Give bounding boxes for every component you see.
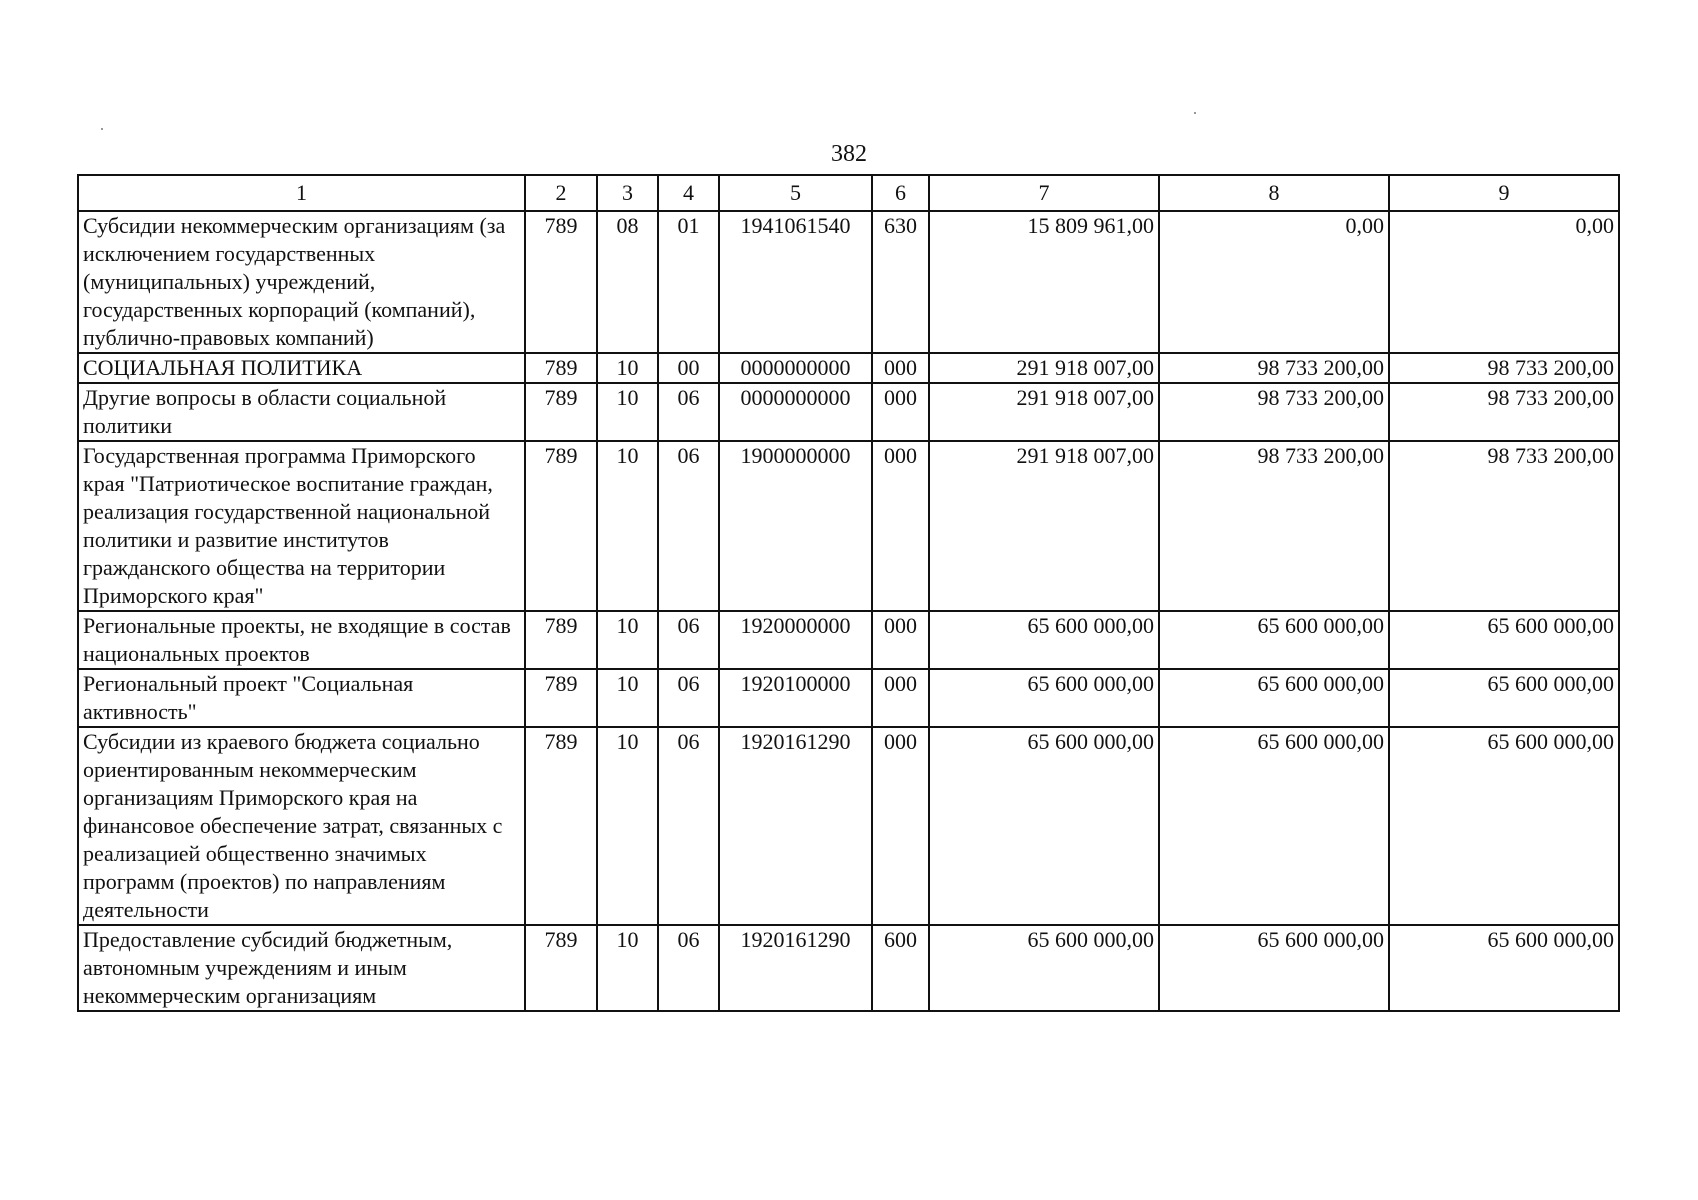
table-row	[78, 383, 1619, 441]
row-code: 000	[872, 669, 929, 727]
row-name: Субсидии из краевого бюджета социально ориентированным некоммерческим организациям Приморского края на финансовое обеспечение затрат, связанных с реализацией общественно значимых программ (проектов) по направлениям деятельности	[78, 727, 525, 925]
scan-speck	[1194, 112, 1196, 114]
row-amount: 65 600 000,00	[1389, 727, 1619, 925]
row-code: 10	[597, 611, 658, 669]
row-code: 600	[872, 925, 929, 1011]
row-code: 789	[525, 353, 597, 383]
row-amount: 98 733 200,00	[1389, 383, 1619, 441]
table-row	[78, 727, 1619, 925]
table-row	[78, 353, 1619, 383]
column-header: 4	[658, 175, 719, 211]
row-name: СОЦИАЛЬНАЯ ПОЛИТИКА	[78, 353, 525, 383]
table-row	[78, 441, 1619, 611]
row-name: Региональные проекты, не входящие в состав национальных проектов	[78, 611, 525, 669]
column-header: 6	[872, 175, 929, 211]
row-amount: 65 600 000,00	[929, 925, 1159, 1011]
row-amount: 65 600 000,00	[929, 669, 1159, 727]
row-amount: 291 918 007,00	[929, 441, 1159, 611]
row-amount: 65 600 000,00	[1159, 727, 1389, 925]
row-amount: 65 600 000,00	[929, 611, 1159, 669]
row-code: 10	[597, 669, 658, 727]
row-name: Субсидии некоммерческим организациям (за исключением государственных (муниципальных) учреждений, государственных корпораций (компаний), публично-правовых компаний)	[78, 211, 525, 353]
table-row	[78, 211, 1619, 353]
row-amount: 291 918 007,00	[929, 353, 1159, 383]
row-amount: 65 600 000,00	[1389, 925, 1619, 1011]
row-amount: 98 733 200,00	[1389, 353, 1619, 383]
row-amount: 15 809 961,00	[929, 211, 1159, 353]
row-amount: 65 600 000,00	[1389, 669, 1619, 727]
row-amount: 291 918 007,00	[929, 383, 1159, 441]
row-amount: 0,00	[1389, 211, 1619, 353]
row-code: 0000000000	[719, 383, 872, 441]
header-row	[78, 175, 1619, 211]
row-code: 08	[597, 211, 658, 353]
row-name: Региональный проект "Социальная активность"	[78, 669, 525, 727]
row-code: 789	[525, 441, 597, 611]
row-code: 1920000000	[719, 611, 872, 669]
row-code: 000	[872, 727, 929, 925]
row-code: 789	[525, 925, 597, 1011]
row-code: 10	[597, 353, 658, 383]
row-name: Государственная программа Приморского края "Патриотическое воспитание граждан, реализация государственной национальной политики и развитие институтов гражданского общества на территории Приморского края"	[78, 441, 525, 611]
row-code: 06	[658, 925, 719, 1011]
row-code: 1920100000	[719, 669, 872, 727]
row-code: 1941061540	[719, 211, 872, 353]
column-header: 7	[929, 175, 1159, 211]
row-code: 000	[872, 353, 929, 383]
row-code: 1920161290	[719, 925, 872, 1011]
row-code: 06	[658, 611, 719, 669]
row-amount: 65 600 000,00	[929, 727, 1159, 925]
budget-table	[77, 174, 1620, 1012]
row-name: Предоставление субсидий бюджетным, автономным учреждениям и иным некоммерческим организациям	[78, 925, 525, 1011]
row-name: Другие вопросы в области социальной политики	[78, 383, 525, 441]
row-code: 0000000000	[719, 353, 872, 383]
row-amount: 65 600 000,00	[1159, 669, 1389, 727]
row-code: 789	[525, 727, 597, 925]
row-code: 1920161290	[719, 727, 872, 925]
row-code: 10	[597, 925, 658, 1011]
row-amount: 65 600 000,00	[1389, 611, 1619, 669]
row-code: 06	[658, 727, 719, 925]
column-header: 1	[78, 175, 525, 211]
row-amount: 65 600 000,00	[1159, 611, 1389, 669]
table-row	[78, 925, 1619, 1011]
row-code: 06	[658, 383, 719, 441]
scan-speck	[101, 128, 103, 130]
column-header: 2	[525, 175, 597, 211]
row-amount: 0,00	[1159, 211, 1389, 353]
row-code: 000	[872, 441, 929, 611]
row-code: 10	[597, 441, 658, 611]
row-code: 789	[525, 383, 597, 441]
page-number: 382	[831, 141, 867, 167]
row-code: 06	[658, 441, 719, 611]
row-code: 789	[525, 611, 597, 669]
row-amount: 98 733 200,00	[1159, 441, 1389, 611]
row-amount: 98 733 200,00	[1159, 353, 1389, 383]
row-code: 10	[597, 727, 658, 925]
table-row	[78, 611, 1619, 669]
row-code: 630	[872, 211, 929, 353]
table-row	[78, 669, 1619, 727]
row-code: 789	[525, 211, 597, 353]
row-code: 06	[658, 669, 719, 727]
column-header: 9	[1389, 175, 1619, 211]
row-code: 000	[872, 611, 929, 669]
row-code: 000	[872, 383, 929, 441]
row-amount: 98 733 200,00	[1159, 383, 1389, 441]
column-header: 8	[1159, 175, 1389, 211]
row-code: 00	[658, 353, 719, 383]
column-header: 3	[597, 175, 658, 211]
column-header: 5	[719, 175, 872, 211]
row-code: 1900000000	[719, 441, 872, 611]
row-code: 10	[597, 383, 658, 441]
row-code: 01	[658, 211, 719, 353]
row-code: 789	[525, 669, 597, 727]
row-amount: 65 600 000,00	[1159, 925, 1389, 1011]
row-amount: 98 733 200,00	[1389, 441, 1619, 611]
